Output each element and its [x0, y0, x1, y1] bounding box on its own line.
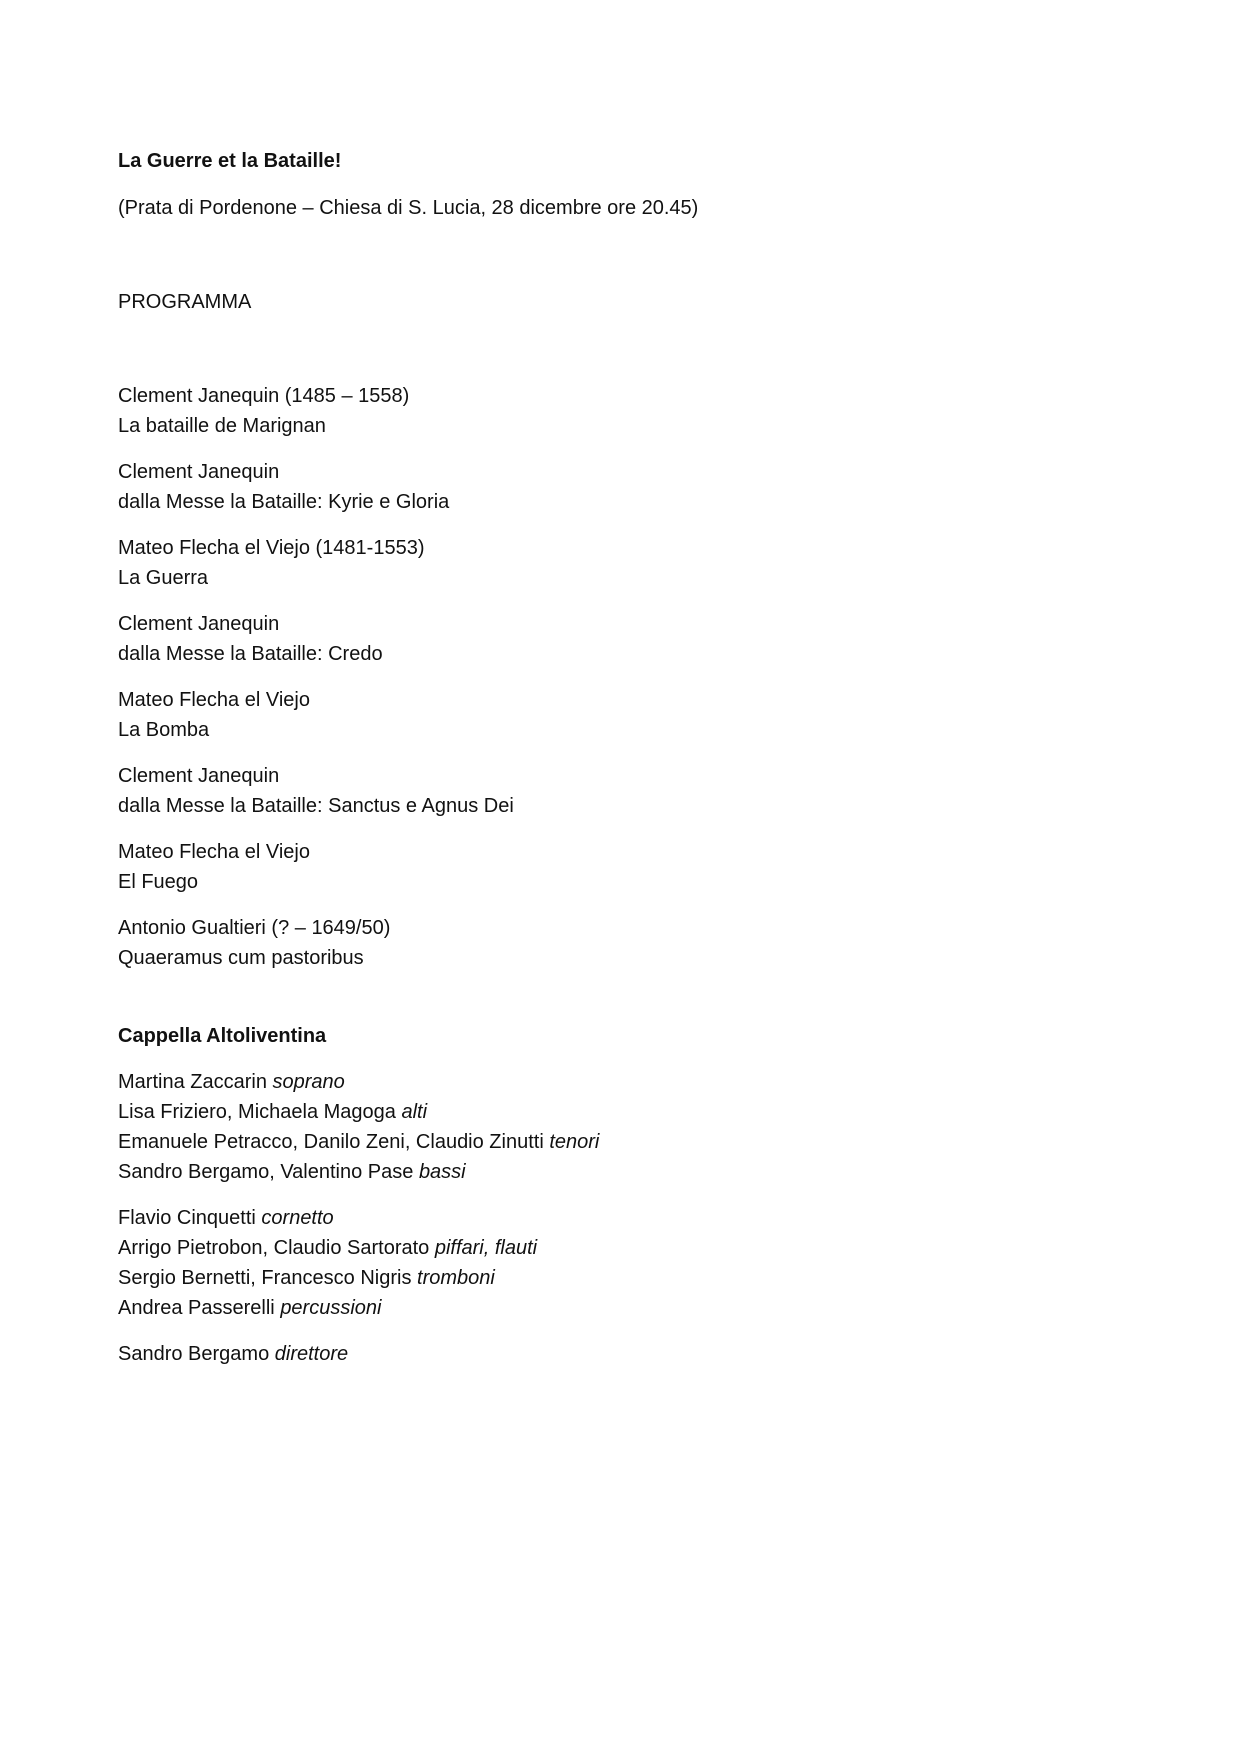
composer: Antonio Gualtieri (? – 1649/50) [118, 917, 391, 939]
program-item [118, 685, 1118, 745]
composer: Clement Janequin [118, 461, 280, 483]
performer-names: Andrea Passerelli [118, 1297, 275, 1319]
performer-role: alti [401, 1101, 428, 1123]
singers-list [118, 1067, 1118, 1187]
performer-role: tenori [549, 1131, 600, 1153]
performer-line [118, 1203, 1118, 1233]
composer: Clement Janequin (1485 – 1558) [118, 385, 410, 407]
concert-venue-date: (Prata di Pordenone – Chiesa di S. Lucia, 28 dicembre ore 20.45) [118, 197, 699, 219]
performer-line [118, 1263, 1118, 1293]
work-title: La Guerra [118, 567, 209, 589]
concert-title: La Guerre et la Bataille! [118, 150, 342, 172]
director-role: direttore [274, 1343, 349, 1365]
performer-line [118, 1233, 1118, 1263]
composer: Mateo Flecha el Viejo [118, 689, 310, 711]
work-title: La bataille de Marignan [118, 415, 326, 437]
work-title: La Bomba [118, 719, 210, 741]
performer-names: Arrigo Pietrobon, Claudio Sartorato [118, 1237, 430, 1259]
composer: Mateo Flecha el Viejo [118, 841, 310, 863]
program-list [118, 381, 1118, 973]
document-page [118, 146, 1118, 1369]
composer: Clement Janequin [118, 613, 280, 635]
program-item [118, 533, 1118, 593]
performer-line [118, 1157, 1118, 1187]
program-item [118, 609, 1118, 669]
instrumentalists-list [118, 1203, 1118, 1323]
program-item [118, 913, 1118, 973]
work-title: Quaeramus cum pastoribus [118, 947, 364, 969]
performer-names: Martina Zaccarin [118, 1071, 267, 1093]
ensemble-name: Cappella Altoliventina [118, 1025, 327, 1047]
performer-line [118, 1097, 1118, 1127]
work-title: El Fuego [118, 871, 199, 893]
performer-names: Flavio Cinquetti [118, 1207, 256, 1229]
performer-line [118, 1293, 1118, 1323]
performer-role: tromboni [417, 1267, 495, 1289]
program-item [118, 457, 1118, 517]
program-heading: PROGRAMMA [118, 291, 252, 313]
work-title: dalla Messe la Bataille: Sanctus e Agnus Dei [118, 795, 514, 817]
director-block [118, 1339, 1118, 1369]
performer-role: bassi [418, 1161, 466, 1183]
composer: Mateo Flecha el Viejo (1481-1553) [118, 537, 425, 559]
performer-line [118, 1067, 1118, 1097]
performer-role: percussioni [280, 1297, 382, 1319]
composer: Clement Janequin [118, 765, 280, 787]
program-item [118, 761, 1118, 821]
performer-names: Sergio Bernetti, Francesco Nigris [118, 1267, 412, 1289]
director-name: Sandro Bergamo [118, 1343, 270, 1365]
director-line [118, 1339, 1118, 1369]
work-title: dalla Messe la Bataille: Kyrie e Gloria [118, 491, 450, 513]
performer-line [118, 1127, 1118, 1157]
performer-role: cornetto [261, 1207, 334, 1229]
performer-names: Sandro Bergamo, Valentino Pase [118, 1161, 414, 1183]
performer-role: piffari, flauti [434, 1237, 538, 1259]
performer-role: soprano [272, 1071, 345, 1093]
program-item [118, 381, 1118, 441]
performer-names: Lisa Friziero, Michaela Magoga [118, 1101, 396, 1123]
program-item [118, 837, 1118, 897]
performer-names: Emanuele Petracco, Danilo Zeni, Claudio Zinutti [118, 1131, 544, 1153]
work-title: dalla Messe la Bataille: Credo [118, 643, 383, 665]
